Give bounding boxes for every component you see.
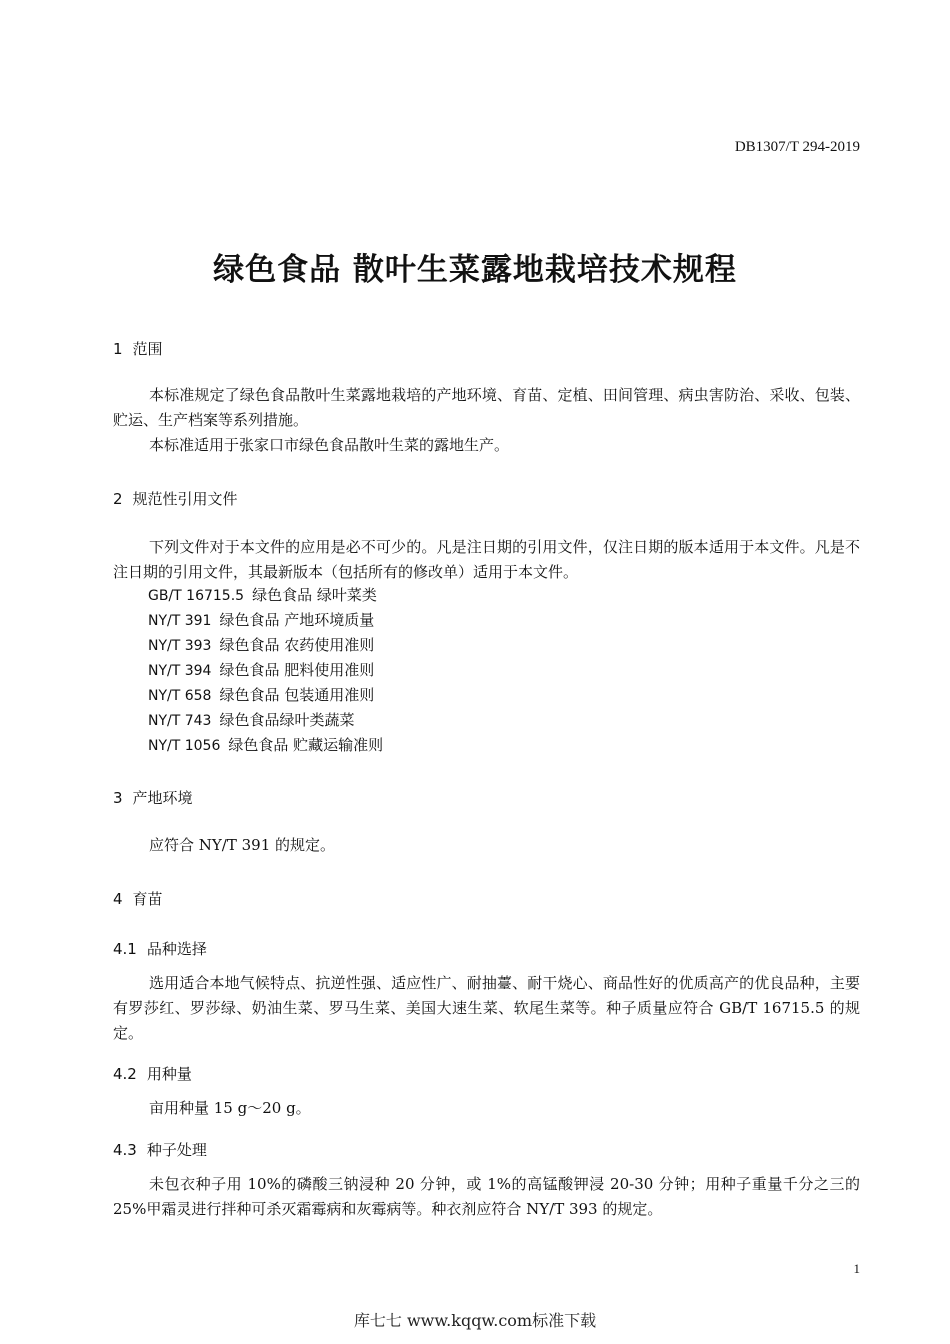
section-1-paragraph-2: 本标准适用于张家口市绿色食品散叶生菜的露地生产。 xyxy=(149,436,510,454)
reference-item xyxy=(148,608,374,634)
section-1-paragraph-1: 本标准规定了绿色食品散叶生菜露地栽培的产地环境、育苗、定植、田间管理、病虫害防治、采收、包装、贮运、生产档案等系列措施。 xyxy=(113,386,860,429)
section-2-intro: 下列文件对于本文件的应用是必不可少的。凡是注日期的引用文件，仅注日期的版本适用于本文件。凡是不注日期的引用文件，其最新版本（包括所有的修改单）适用于本文件。 xyxy=(113,538,860,581)
reference-item xyxy=(148,708,354,734)
reference-item xyxy=(148,683,374,709)
reference-code: NY/T 394 xyxy=(148,663,212,679)
reference-item xyxy=(148,633,374,659)
reference-code: NY/T 391 xyxy=(148,613,212,629)
section-number: 4.1 xyxy=(113,940,137,958)
section-number: 3 xyxy=(113,789,123,807)
section-title: 产地环境 xyxy=(132,789,193,807)
section-4-2-heading xyxy=(113,1063,192,1084)
section-4-2-paragraph: 亩用种量 15 g～20 g。 xyxy=(149,1099,311,1117)
reference-name: 绿色食品绿叶类蔬菜 xyxy=(219,711,355,729)
section-title: 范围 xyxy=(132,340,163,358)
reference-code: NY/T 658 xyxy=(148,688,212,704)
section-title: 用种量 xyxy=(146,1065,192,1083)
reference-code: NY/T 743 xyxy=(148,713,212,729)
reference-name: 绿色食品 农药使用准则 xyxy=(219,636,375,654)
footer-watermark: 库七七 www.kqqw.com标准下载 xyxy=(353,1311,597,1330)
section-title: 育苗 xyxy=(132,890,163,908)
section-number: 4.2 xyxy=(113,1065,137,1083)
reference-item xyxy=(148,733,383,759)
reference-code: NY/T 1056 xyxy=(148,738,221,754)
section-4-3-paragraph: 未包衣种子用 10%的磷酸三钠浸种 20 分钟，或 1%的高锰酸钾浸 20-30 分钟；用种子重量千分之三的 25%甲霜灵进行拌种可杀灭霜霉病和灰霉病等。种衣剂应符合 NY/T 393 的规定。 xyxy=(113,1175,860,1218)
section-3-paragraph: 应符合 NY/T 391 的规定。 xyxy=(149,836,336,854)
section-number: 2 xyxy=(113,490,123,508)
reference-name: 绿色食品 肥料使用准则 xyxy=(219,661,375,679)
page-number: 1 xyxy=(853,1261,860,1276)
section-number: 1 xyxy=(113,340,123,358)
section-number: 4.3 xyxy=(113,1141,137,1159)
reference-code: GB/T 16715.5 xyxy=(148,588,245,604)
section-number: 4 xyxy=(113,890,123,908)
section-4-heading xyxy=(113,888,163,909)
section-2-heading xyxy=(113,488,238,509)
section-1-heading xyxy=(113,338,163,359)
document-code: DB1307/T 294-2019 xyxy=(734,139,860,155)
section-3-heading xyxy=(113,787,193,808)
section-title: 种子处理 xyxy=(146,1141,207,1159)
section-4-1-paragraph: 选用适合本地气候特点、抗逆性强、适应性广、耐抽薹、耐干烧心、商品性好的优质高产的优良品种，主要有罗莎红、罗莎绿、奶油生菜、罗马生菜、美国大速生菜、软尾生菜等。种子质量应符合 GB/T 16715.5 的规定。 xyxy=(113,974,860,1042)
section-4-1-heading xyxy=(113,938,207,959)
reference-name: 绿色食品 贮藏运输准则 xyxy=(228,736,384,754)
section-4-3-heading xyxy=(113,1139,207,1160)
section-title: 规范性引用文件 xyxy=(132,490,238,508)
section-title: 品种选择 xyxy=(146,940,207,958)
reference-item xyxy=(148,658,374,684)
reference-name: 绿色食品 产地环境质量 xyxy=(219,611,375,629)
reference-name: 绿色食品 绿叶菜类 xyxy=(252,586,377,604)
document-title: 绿色食品 散叶生菜露地栽培技术规程 xyxy=(213,252,737,288)
reference-item xyxy=(148,583,377,609)
reference-code: NY/T 393 xyxy=(148,638,212,654)
reference-name: 绿色食品 包装通用准则 xyxy=(219,686,375,704)
